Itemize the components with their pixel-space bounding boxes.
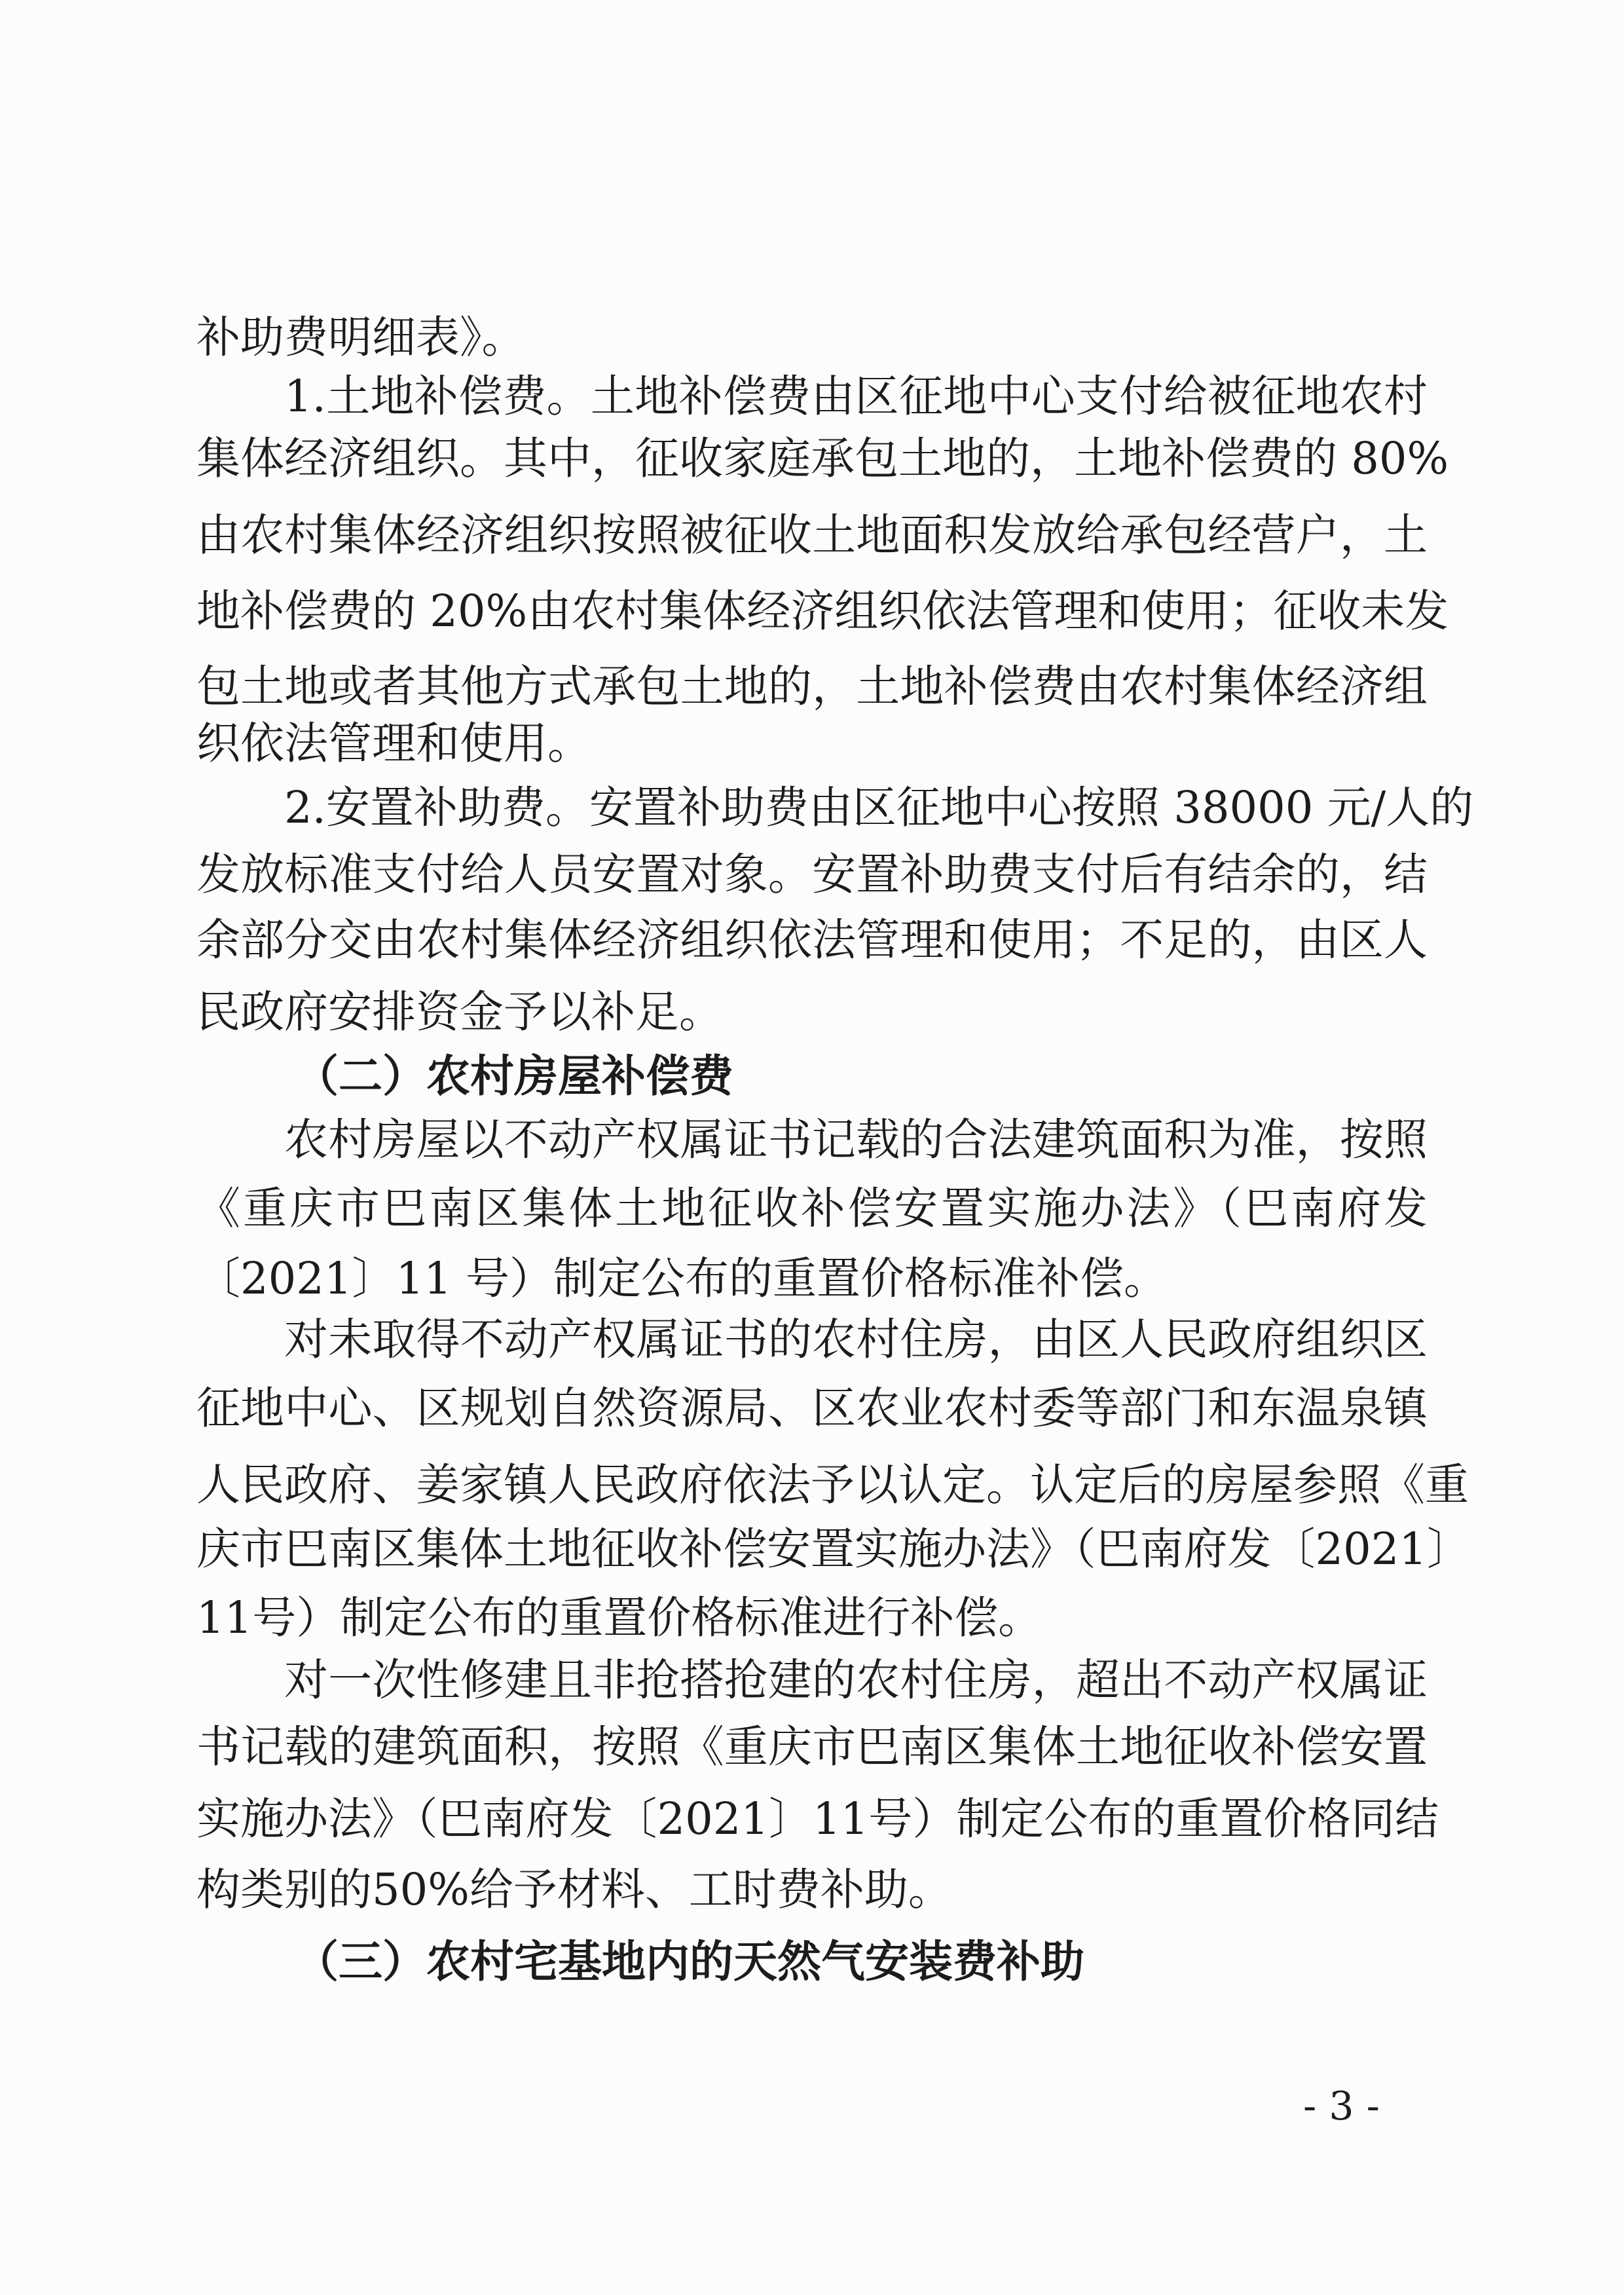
text-line: 1.土地补偿费。土地补偿费由区征地中心支付给被征地农村 xyxy=(284,371,1428,422)
text-line: 余部分交由农村集体经济组织依法管理和使用；不足的，由区人 xyxy=(196,914,1428,965)
text-line: 征地中心、区规划自然资源局、区农业农村委等部门和东温泉镇 xyxy=(196,1383,1428,1434)
text-line: 由农村集体经济组织按照被征收土地面积发放给承包经营户，土 xyxy=(196,510,1428,561)
text-line: 发放标准支付给人员安置对象。安置补助费支付后有结余的，结 xyxy=(196,849,1428,900)
text-line: 集体经济组织。其中，征收家庭承包土地的，土地补偿费的 80% xyxy=(196,433,1449,484)
text-line: 包土地或者其他方式承包土地的，土地补偿费由农村集体经济组 xyxy=(196,661,1428,712)
text-line: 构类别的50%给予材料、工时费补助。 xyxy=(196,1864,952,1915)
text-line: 对一次性修建且非抢搭抢建的农村住房，超出不动产权属证 xyxy=(284,1654,1428,1706)
text-line: 《重庆市巴南区集体土地征收补偿安置实施办法》（巴南府发 xyxy=(196,1183,1428,1234)
text-line: 2.安置补助费。安置补助费由区征地中心按照 38000 元/人的 xyxy=(284,782,1474,833)
page-number: - 3 - xyxy=(1303,2083,1380,2129)
text-line: 庆市巴南区集体土地征收补偿安置实施办法》（巴南府发〔2021〕 xyxy=(196,1523,1471,1575)
text-line: 书记载的建筑面积，按照《重庆市巴南区集体土地征收补偿安置 xyxy=(196,1721,1428,1772)
section-heading: （三）农村宅基地内的天然气安装费补助 xyxy=(295,1936,1084,1987)
text-line: 地补偿费的 20%由农村集体经济组织依法管理和使用；征收未发 xyxy=(196,586,1449,637)
text-line: 织依法管理和使用。 xyxy=(196,718,591,769)
text-line: 对未取得不动产权属证书的农村住房，由区人民政府组织区 xyxy=(284,1314,1428,1365)
text-line: 实施办法》（巴南府发〔2021〕11号）制定公布的重置价格同结 xyxy=(196,1793,1439,1844)
section-heading: （二）农村房屋补偿费 xyxy=(295,1051,733,1102)
text-line: 补助费明细表》。 xyxy=(196,312,526,363)
text-line: 人民政府、姜家镇人民政府依法予以认定。认定后的房屋参照《重 xyxy=(196,1459,1469,1510)
text-line: 农村房屋以不动产权属证书记载的合法建筑面积为准，按照 xyxy=(284,1114,1428,1165)
text-line: 11号）制定公布的重置价格标准进行补偿。 xyxy=(196,1592,1043,1643)
text-line: 〔2021〕11 号）制定公布的重置价格标准补偿。 xyxy=(196,1253,1168,1304)
text-line: 民政府安排资金予以补足。 xyxy=(196,986,723,1037)
